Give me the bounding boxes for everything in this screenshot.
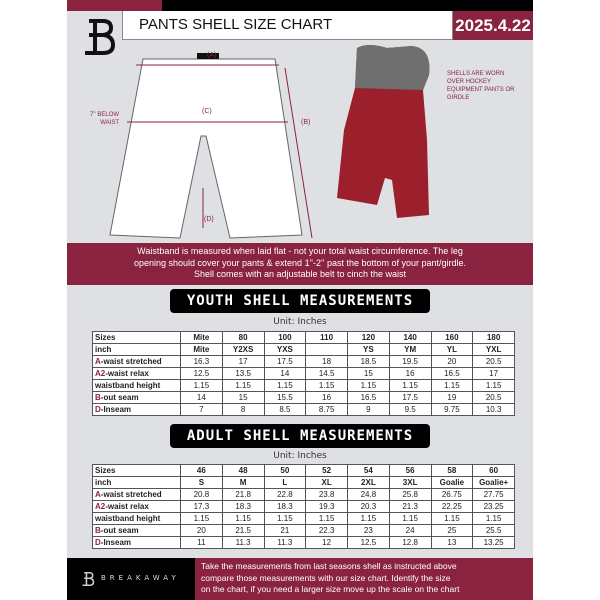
row-label-text: inch bbox=[95, 477, 112, 487]
breakaway-logo-small bbox=[81, 569, 95, 589]
table-cell: 180 bbox=[473, 332, 515, 344]
table-cell: 17.5 bbox=[389, 392, 431, 404]
table-cell: 1.15 bbox=[222, 380, 264, 392]
measure-mark: A bbox=[95, 356, 101, 366]
table-row bbox=[93, 513, 515, 525]
measure-mark: B bbox=[95, 525, 101, 535]
table-cell: 13 bbox=[431, 537, 473, 549]
table-cell: 12.5 bbox=[348, 537, 390, 549]
label-c: (C) bbox=[202, 108, 212, 115]
measure-mark: A2 bbox=[95, 368, 106, 378]
measurement-instructions bbox=[67, 243, 533, 285]
table-cell: 20 bbox=[431, 356, 473, 368]
table-cell: 46 bbox=[181, 465, 223, 477]
table-cell: Goalie bbox=[431, 477, 473, 489]
table-cell: 19 bbox=[431, 392, 473, 404]
table-row bbox=[93, 356, 515, 368]
table-row bbox=[93, 477, 515, 489]
table-cell: 15 bbox=[348, 368, 390, 380]
table-cell: 10.3 bbox=[473, 404, 515, 416]
table-cell: 24 bbox=[389, 525, 431, 537]
table-cell: 23.25 bbox=[473, 501, 515, 513]
row-label bbox=[93, 477, 181, 489]
row-label bbox=[93, 465, 181, 477]
table-cell: 21.5 bbox=[222, 525, 264, 537]
table-cell: 11.3 bbox=[222, 537, 264, 549]
row-label-text: inch bbox=[95, 344, 112, 354]
instruction-line: Waistband is measured when laid flat - not your total waist circumference. The leg bbox=[137, 246, 463, 256]
table-cell: 8.5 bbox=[264, 404, 306, 416]
table-row bbox=[93, 344, 515, 356]
table-cell: 120 bbox=[348, 332, 390, 344]
table-cell: 1.15 bbox=[181, 513, 223, 525]
row-label-text: Sizes bbox=[95, 465, 116, 475]
measure-mark: A bbox=[95, 489, 101, 499]
table-cell: 18.5 bbox=[348, 356, 390, 368]
table-row bbox=[93, 489, 515, 501]
table-cell: 140 bbox=[389, 332, 431, 344]
worn-note: SHELLS ARE WORN OVER HOCKEY EQUIPMENT PANTS OR GIRDLE bbox=[447, 71, 515, 101]
table-cell: 20 bbox=[181, 525, 223, 537]
table-cell: 13.5 bbox=[222, 368, 264, 380]
footer-brand bbox=[67, 558, 195, 600]
row-label-text: -waist relax bbox=[105, 368, 149, 378]
row-label bbox=[93, 368, 181, 380]
adult-unit-label: Unit: Inches bbox=[273, 451, 327, 461]
top-bar-accent bbox=[67, 0, 162, 11]
table-cell: 48 bbox=[222, 465, 264, 477]
date-badge: 2025.4.22 bbox=[453, 11, 533, 40]
table-cell: YM bbox=[389, 344, 431, 356]
row-label bbox=[93, 332, 181, 344]
page-title: PANTS SHELL SIZE CHART bbox=[122, 11, 453, 40]
table-cell: 12.8 bbox=[389, 537, 431, 549]
table-cell: 20.3 bbox=[348, 501, 390, 513]
table-cell: Y2XS bbox=[222, 344, 264, 356]
table-cell: 1.15 bbox=[473, 513, 515, 525]
table-cell: 8 bbox=[222, 404, 264, 416]
table-cell: Mite bbox=[181, 332, 223, 344]
table-cell: 1.15 bbox=[348, 513, 390, 525]
row-label bbox=[93, 537, 181, 549]
table-cell: 1.15 bbox=[389, 513, 431, 525]
table-cell: 1.15 bbox=[306, 513, 348, 525]
table-cell: 80 bbox=[222, 332, 264, 344]
pants-diagram bbox=[67, 40, 533, 243]
table-cell: 12 bbox=[306, 537, 348, 549]
table-row bbox=[93, 368, 515, 380]
table-cell: 22.3 bbox=[306, 525, 348, 537]
row-label-text: -Inseam bbox=[100, 404, 132, 414]
table-cell: 9 bbox=[348, 404, 390, 416]
table-cell: 1.15 bbox=[181, 380, 223, 392]
table-cell: S bbox=[181, 477, 223, 489]
table-cell: 16.5 bbox=[348, 392, 390, 404]
measure-mark: D bbox=[95, 404, 101, 414]
table-cell: 14 bbox=[181, 392, 223, 404]
table-cell: YS bbox=[348, 344, 390, 356]
row-label bbox=[93, 501, 181, 513]
table-row bbox=[93, 525, 515, 537]
row-label bbox=[93, 525, 181, 537]
youth-size-table bbox=[92, 331, 515, 416]
row-label bbox=[93, 344, 181, 356]
row-label bbox=[93, 356, 181, 368]
row-label bbox=[93, 513, 181, 525]
table-cell: 16.3 bbox=[181, 356, 223, 368]
row-label-text: -waist stretched bbox=[100, 489, 162, 499]
table-cell: L bbox=[264, 477, 306, 489]
table-cell: 54 bbox=[348, 465, 390, 477]
table-cell: 3XL bbox=[389, 477, 431, 489]
table-cell: Goalie+ bbox=[473, 477, 515, 489]
table-cell: 26.75 bbox=[431, 489, 473, 501]
row-label-text: Sizes bbox=[95, 332, 116, 342]
label-d: (D) bbox=[204, 216, 214, 223]
table-cell: 25 bbox=[431, 525, 473, 537]
row-label-text: -out seam bbox=[100, 392, 139, 402]
table-cell: 19.5 bbox=[389, 356, 431, 368]
footer-line: compare those measurements with our size chart. Identify the size bbox=[201, 572, 451, 583]
table-cell: 7 bbox=[181, 404, 223, 416]
row-label-text: -waist stretched bbox=[100, 356, 162, 366]
table-cell: 56 bbox=[389, 465, 431, 477]
table-row bbox=[93, 332, 515, 344]
youth-unit-label: Unit: Inches bbox=[273, 317, 327, 327]
instruction-line: Shell comes with an adjustable belt to cinch the waist bbox=[193, 269, 407, 279]
footer-instructions bbox=[195, 558, 533, 600]
row-label bbox=[93, 392, 181, 404]
table-cell: 60 bbox=[473, 465, 515, 477]
table-cell: 18 bbox=[306, 356, 348, 368]
table-cell: YL bbox=[431, 344, 473, 356]
table-cell: 24.8 bbox=[348, 489, 390, 501]
adult-section-title: ADULT SHELL MEASUREMENTS bbox=[170, 424, 430, 448]
table-cell: 20.5 bbox=[473, 356, 515, 368]
table-cell: 15.5 bbox=[264, 392, 306, 404]
table-cell: 18.3 bbox=[222, 501, 264, 513]
table-cell: M bbox=[222, 477, 264, 489]
table-row bbox=[93, 501, 515, 513]
row-label bbox=[93, 380, 181, 392]
table-cell: 22.25 bbox=[431, 501, 473, 513]
youth-section-title: YOUTH SHELL MEASUREMENTS bbox=[170, 289, 430, 313]
table-cell: 1.15 bbox=[389, 380, 431, 392]
row-label bbox=[93, 404, 181, 416]
table-cell: 9.75 bbox=[431, 404, 473, 416]
below-waist-note: 7'' BELOW WAIST bbox=[90, 112, 119, 126]
table-cell: 12.5 bbox=[181, 368, 223, 380]
table-cell: 1.15 bbox=[222, 513, 264, 525]
table-cell: 19.3 bbox=[306, 501, 348, 513]
table-row bbox=[93, 380, 515, 392]
table-cell: 110 bbox=[306, 332, 348, 344]
table-cell: YXS bbox=[264, 344, 306, 356]
table-cell: 9.5 bbox=[389, 404, 431, 416]
table-cell: 25.8 bbox=[389, 489, 431, 501]
table-cell: 21 bbox=[264, 525, 306, 537]
row-label-text: -waist relax bbox=[105, 501, 149, 511]
table-cell: 20.5 bbox=[473, 392, 515, 404]
label-a: (A) bbox=[207, 52, 217, 59]
table-cell: 58 bbox=[431, 465, 473, 477]
table-cell: 1.15 bbox=[473, 380, 515, 392]
table-cell: 21.8 bbox=[222, 489, 264, 501]
row-label bbox=[93, 489, 181, 501]
table-cell bbox=[306, 344, 348, 356]
table-row bbox=[93, 537, 515, 549]
table-cell: 17.3 bbox=[181, 501, 223, 513]
table-cell: 1.15 bbox=[264, 513, 306, 525]
table-cell: 11 bbox=[181, 537, 223, 549]
footer-line: on the chart, if you need a larger size move up the scale on the chart bbox=[201, 584, 460, 594]
table-cell: 17 bbox=[222, 356, 264, 368]
table-cell: YXL bbox=[473, 344, 515, 356]
row-label-text: -out seam bbox=[100, 525, 139, 535]
table-cell: 160 bbox=[431, 332, 473, 344]
table-cell: 18.3 bbox=[264, 501, 306, 513]
table-cell: 23.8 bbox=[306, 489, 348, 501]
table-cell: 14.5 bbox=[306, 368, 348, 380]
table-cell: 17.5 bbox=[264, 356, 306, 368]
table-cell: 16 bbox=[389, 368, 431, 380]
table-cell: 16.5 bbox=[431, 368, 473, 380]
table-cell: 52 bbox=[306, 465, 348, 477]
table-cell: 2XL bbox=[348, 477, 390, 489]
label-b: (B) bbox=[301, 119, 311, 126]
table-cell: 14 bbox=[264, 368, 306, 380]
table-row bbox=[93, 465, 515, 477]
instruction-line: opening should cover your pants & extend 1''-2'' past the bottom of your pant/girdle. bbox=[133, 257, 467, 268]
table-cell: 23 bbox=[348, 525, 390, 537]
table-cell: 27.75 bbox=[473, 489, 515, 501]
table-cell: 11.3 bbox=[264, 537, 306, 549]
table-cell: 1.15 bbox=[264, 380, 306, 392]
measure-mark: D bbox=[95, 537, 101, 547]
table-cell: 16 bbox=[306, 392, 348, 404]
measure-mark: B bbox=[95, 392, 101, 402]
table-cell: 8.75 bbox=[306, 404, 348, 416]
row-label-text: -Inseam bbox=[100, 537, 132, 547]
table-cell: Mite bbox=[181, 344, 223, 356]
table-cell: 1.15 bbox=[348, 380, 390, 392]
table-cell: 25.5 bbox=[473, 525, 515, 537]
measure-mark: A2 bbox=[95, 501, 106, 511]
table-cell: 1.15 bbox=[431, 380, 473, 392]
table-cell: 15 bbox=[222, 392, 264, 404]
row-label-text: waistband height bbox=[95, 380, 161, 390]
table-row bbox=[93, 392, 515, 404]
top-bar bbox=[162, 0, 533, 11]
table-cell: 17 bbox=[473, 368, 515, 380]
table-cell: 100 bbox=[264, 332, 306, 344]
table-cell: 50 bbox=[264, 465, 306, 477]
table-cell: 1.15 bbox=[431, 513, 473, 525]
table-row bbox=[93, 404, 515, 416]
table-cell: 13.25 bbox=[473, 537, 515, 549]
row-label-text: waistband height bbox=[95, 513, 161, 523]
brand-name: BREAKAWAY bbox=[101, 574, 180, 582]
size-chart-page bbox=[67, 0, 533, 600]
table-cell: 20.8 bbox=[181, 489, 223, 501]
table-cell: 21.3 bbox=[389, 501, 431, 513]
footer-line: Take the measurements from last seasons shell as instructed above bbox=[201, 561, 457, 571]
adult-size-table bbox=[92, 464, 515, 549]
table-cell: 1.15 bbox=[306, 380, 348, 392]
table-cell: 22.8 bbox=[264, 489, 306, 501]
table-cell: XL bbox=[306, 477, 348, 489]
